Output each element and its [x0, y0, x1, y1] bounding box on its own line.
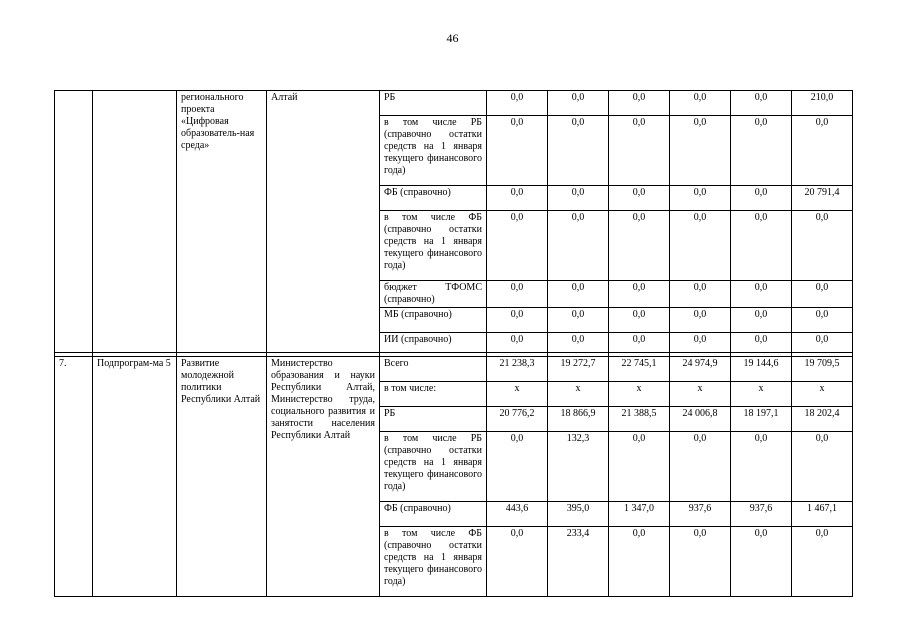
funding-source-cell: в том числе ФБ (справочно остатки средств на 1 января текущего финансового года)	[380, 211, 487, 281]
funding-source-cell: ФБ (справочно)	[380, 186, 487, 211]
funding-source-cell: в том числе:	[380, 382, 487, 407]
value-cell: 21 238,3	[487, 357, 548, 382]
value-cell: 0,0	[609, 281, 670, 308]
value-cell: 0,0	[548, 186, 609, 211]
value-cell: 0,0	[731, 333, 792, 353]
value-cell: 0,0	[731, 308, 792, 333]
value-cell: 19 272,7	[548, 357, 609, 382]
value-cell: х	[609, 382, 670, 407]
value-cell: 0,0	[731, 281, 792, 308]
value-cell: 0,0	[792, 211, 853, 281]
value-cell: 0,0	[670, 186, 731, 211]
value-cell: х	[670, 382, 731, 407]
value-cell: 0,0	[487, 333, 548, 353]
value-cell: 20 776,2	[487, 407, 548, 432]
value-cell: 0,0	[670, 281, 731, 308]
value-cell: 0,0	[609, 432, 670, 502]
value-cell: 0,0	[792, 333, 853, 353]
funding-source-cell: ИИ (справочно)	[380, 333, 487, 353]
value-cell: 0,0	[548, 281, 609, 308]
value-cell: 443,6	[487, 502, 548, 527]
value-cell: 0,0	[487, 308, 548, 333]
row-number-cell	[55, 91, 93, 353]
value-cell: 19 144,6	[731, 357, 792, 382]
value-cell: 0,0	[548, 91, 609, 116]
value-cell: 0,0	[609, 211, 670, 281]
value-cell: 0,0	[487, 281, 548, 308]
executor-cell: Министерство образования и науки Республики Алтай, Министерство труда, социального развития и занятости населения Республики Алтай	[267, 357, 380, 597]
value-cell: 0,0	[609, 91, 670, 116]
value-cell: 18 866,9	[548, 407, 609, 432]
value-cell: 0,0	[609, 116, 670, 186]
value-cell: 937,6	[731, 502, 792, 527]
value-cell: 0,0	[487, 116, 548, 186]
funding-source-cell: бюджет ТФОМС (справочно)	[380, 281, 487, 308]
value-cell: 0,0	[487, 432, 548, 502]
value-cell: 20 791,4	[792, 186, 853, 211]
value-cell: 0,0	[487, 527, 548, 597]
value-cell: 0,0	[731, 186, 792, 211]
row-number-cell: 7.	[55, 357, 93, 597]
value-cell: 0,0	[548, 211, 609, 281]
budget-table	[54, 90, 853, 597]
funding-source-cell: РБ	[380, 407, 487, 432]
value-cell: 937,6	[670, 502, 731, 527]
program-type-cell: Подпрограм-ма 5	[93, 357, 177, 597]
value-cell: 24 006,8	[670, 407, 731, 432]
value-cell: 0,0	[609, 527, 670, 597]
value-cell: 21 388,5	[609, 407, 670, 432]
table-row	[55, 91, 853, 116]
program-type-cell	[93, 91, 177, 353]
value-cell: 0,0	[670, 211, 731, 281]
value-cell: 0,0	[670, 116, 731, 186]
funding-source-cell: в том числе РБ (справочно остатки средств на 1 января текущего финансового года)	[380, 432, 487, 502]
value-cell: 0,0	[792, 308, 853, 333]
value-cell: 0,0	[670, 333, 731, 353]
value-cell: 1 467,1	[792, 502, 853, 527]
value-cell: 0,0	[609, 333, 670, 353]
table-row	[55, 357, 853, 382]
program-name-cell: Развитие молодежной политики Республики Алтай	[177, 357, 267, 597]
value-cell: 0,0	[731, 116, 792, 186]
funding-source-cell: РБ	[380, 91, 487, 116]
value-cell: 0,0	[792, 116, 853, 186]
value-cell: 0,0	[792, 432, 853, 502]
value-cell: 0,0	[670, 308, 731, 333]
value-cell: 0,0	[548, 308, 609, 333]
value-cell: х	[548, 382, 609, 407]
funding-source-cell: ФБ (справочно)	[380, 502, 487, 527]
value-cell: 0,0	[731, 211, 792, 281]
executor-cell: Алтай	[267, 91, 380, 353]
value-cell: 0,0	[670, 527, 731, 597]
value-cell: 0,0	[731, 91, 792, 116]
funding-source-cell: в том числе ФБ (справочно остатки средств на 1 января текущего финансового года)	[380, 527, 487, 597]
funding-source-cell: Всего	[380, 357, 487, 382]
value-cell: х	[731, 382, 792, 407]
value-cell: 0,0	[731, 432, 792, 502]
value-cell: 18 202,4	[792, 407, 853, 432]
value-cell: 233,4	[548, 527, 609, 597]
value-cell: 0,0	[609, 186, 670, 211]
value-cell: 22 745,1	[609, 357, 670, 382]
value-cell: 0,0	[609, 308, 670, 333]
value-cell: 0,0	[670, 91, 731, 116]
value-cell: 0,0	[487, 186, 548, 211]
value-cell: 395,0	[548, 502, 609, 527]
value-cell: 0,0	[548, 116, 609, 186]
page-number: 46	[446, 31, 459, 45]
value-cell: 18 197,1	[731, 407, 792, 432]
funding-source-cell: в том числе РБ (справочно остатки средств на 1 января текущего финансового года)	[380, 116, 487, 186]
value-cell: 24 974,9	[670, 357, 731, 382]
value-cell: 1 347,0	[609, 502, 670, 527]
funding-source-cell: МБ (справочно)	[380, 308, 487, 333]
value-cell: 0,0	[792, 527, 853, 597]
value-cell: 0,0	[487, 91, 548, 116]
value-cell: х	[792, 382, 853, 407]
value-cell: 210,0	[792, 91, 853, 116]
value-cell: 0,0	[487, 211, 548, 281]
value-cell: 132,3	[548, 432, 609, 502]
value-cell: 0,0	[670, 432, 731, 502]
value-cell: х	[487, 382, 548, 407]
value-cell: 0,0	[731, 527, 792, 597]
value-cell: 19 709,5	[792, 357, 853, 382]
value-cell: 0,0	[792, 281, 853, 308]
project-name-cell: регионального проекта «Цифровая образователь-ная среда»	[177, 91, 267, 353]
value-cell: 0,0	[548, 333, 609, 353]
